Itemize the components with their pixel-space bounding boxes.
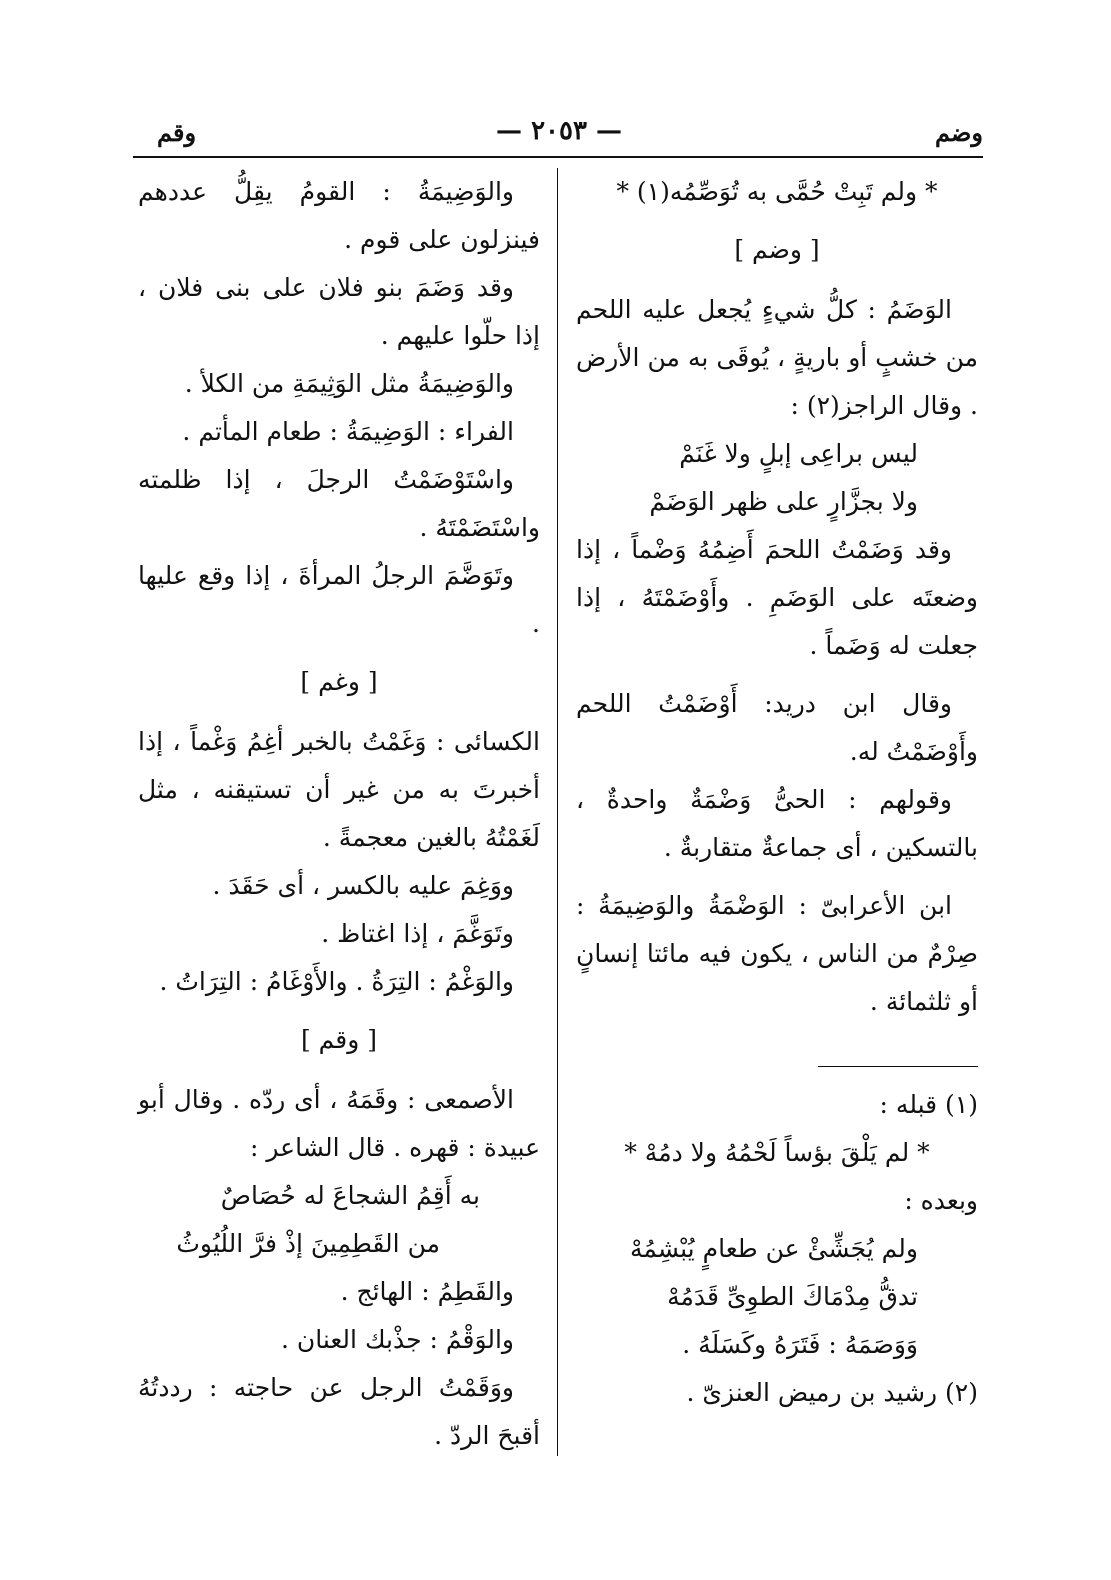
paragraph: * ولم تَبِتْ حُمَّى به تُوَصِّمُه(١) * [616,177,938,206]
paragraph: ليس براعِى إبلٍ ولا غَنَمْ [679,439,918,468]
paragraph: من القَطِمِينَ إذْ فرَّ اللُيُوثُ [176,1229,440,1258]
paragraph: ووَغِمَ عليه بالكسر ، أى حَقَدَ . [212,871,514,900]
footnote-line: وبعده : [904,1186,978,1215]
column-divider [557,168,558,1456]
paragraph: الفراء : الوَضِيمَةُ : طعام المأتم . [182,417,514,446]
footnote-line: * لم يَلْقَ بؤساً لَحْمُهُ ولا دمُهْ * [624,1138,930,1167]
footnote-line: تدقُّ مِدْمَاكَ الطوِىِّ قَدَمُهْ [667,1282,918,1311]
paragraph: واسْتَوْضَمْتُ الرجلَ ، إذا ظلمته واسْتَضَمْتَهُ . [138,465,540,542]
footnote-line: ولم يُجَشِّئْ عن طعامٍ يُبْشِمُهْ [629,1234,918,1263]
header-right-word: وضم [935,118,983,147]
paragraph: وقد وَضَمَ بنو فلان على بنى فلان ، إذا حلّوا عليهم . [138,273,540,350]
footnote-line: (٢) رشيد بن رميض العنزىّ . [686,1378,978,1407]
paragraph: وتَوَضَّمَ الرجلُ المرأةَ ، إذا وقع عليها . [138,561,540,638]
paragraph: الأصمعى : وقَمَهُ ، أى ردّه . وقال أبو عبيدة : قهره . قال الشاعر : [138,1085,540,1162]
header-rule [133,156,983,158]
paragraph: ابن الأعرابىّ : الوَضْمَةُ والوَضِيمَةُ : صِرْمٌ من الناس ، يكون فيه مائتا إنسانٍ أو ثلثمائة . [576,891,978,1016]
paragraph: [ وضم ] [734,235,820,264]
paragraph: والوَضِيمَةُ مثل الوَثِيمَةِ من الكلأ . [184,369,514,398]
footnotes [576,1081,978,1417]
left-column-body [138,168,540,1460]
left-column [138,168,540,1460]
paragraph: وقد وَضَمْتُ اللحمَ أَضِمُهُ وَضْماً ، إذا وضعتَه على الوَضَمِ . وأَوْضَمْتَهُ ، إذا جعلت له وَضَماً . [576,535,978,660]
right-column-body [576,168,978,1026]
footnote-line: وَوَصَمَهُ : فَتَرَهُ وكَسَلَهُ . [682,1330,918,1359]
footnote-line: (١) قبله : [879,1090,978,1119]
footnote-rule [818,1066,978,1067]
paragraph: الوَضَمُ : كلُّ شيءٍ يُجعل عليه اللحم من خشبٍ أو باريةٍ ، يُوقَى به من الأرض . وقال الراجز(٢) : [576,295,978,420]
paragraph: والوَقْمُ : جذْبك العنان . [280,1325,514,1354]
paragraph: والوَغْمُ : التِرَةُ . والأَوْغَامُ : التِرَاتُ . [159,967,514,996]
paragraph: وتَوَغَّمَ ، إذا اغتاظ . [321,919,514,948]
paragraph: ولا بجزَّارٍ على ظهر الوَضَمْ [649,487,918,516]
paragraph: به أَقِمُ الشجاعَ له حُصَاصٌ [220,1181,480,1210]
right-column [576,168,978,1417]
page-header [135,112,983,152]
page-number: — ٢٠٥٣ — [496,116,622,146]
paragraph: وقال ابن دريد: أَوْضَمْتُ اللحم وأَوْضَمْتُ له. [576,689,978,766]
paragraph: ووَقَمْتُ الرجل عن حاجته : رددتُهُ أقبحَ الردّ . [138,1373,540,1450]
paragraph: والقَطِمُ : الهائج . [340,1277,514,1306]
paragraph: وقولهم : الحىُّ وَضْمَةٌ واحدةٌ ، بالتسكين ، أى جماعةٌ متقاربةٌ . [576,785,978,862]
header-left-word: وقم [157,118,197,147]
paragraph: والوَضِيمَةُ : القومُ يقِلُّ عددهم فينزلون على قوم . [138,177,540,254]
paragraph: الكسائى : وَغَمْتُ بالخبر أغِمُ وَغْماً ، إذا أخبرتَ به من غير أن تستيقنه ، مثل لَغَمْتُهُ بالغين معجمةً . [138,727,540,852]
paragraph: [ وقم ] [300,1025,378,1054]
paragraph: [ وغم ] [300,667,378,696]
